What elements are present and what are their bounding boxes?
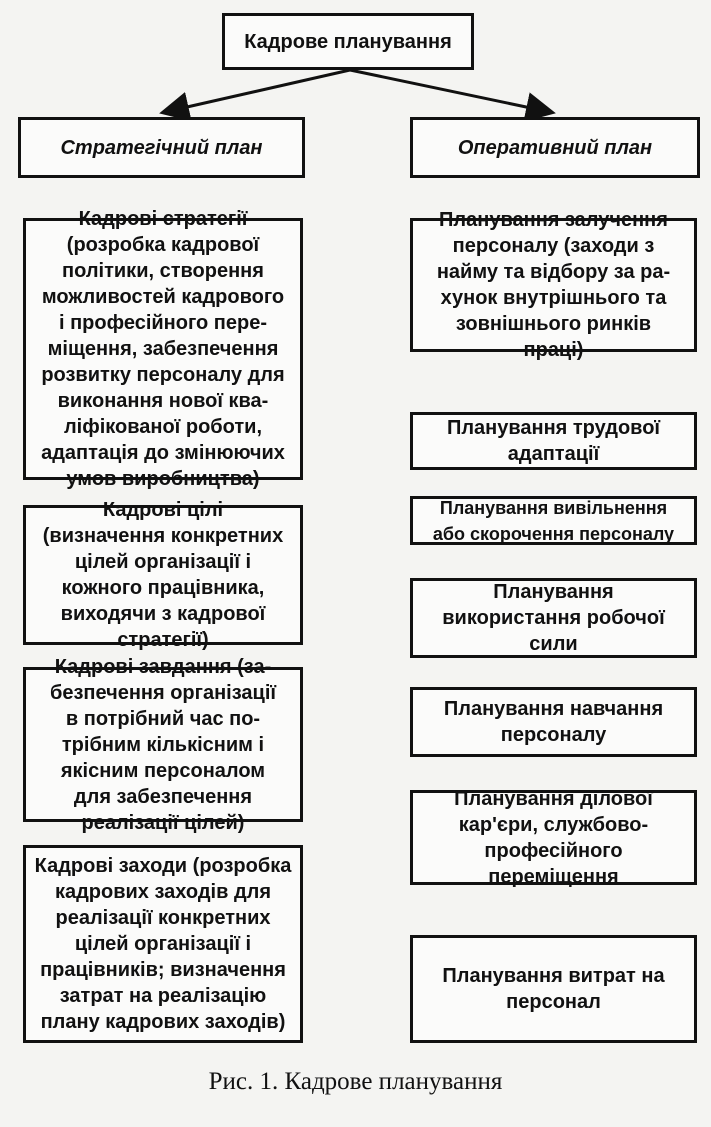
cost-planning-box: Планування витрат на персонал (410, 935, 697, 1043)
root-box: Кадрове планування (222, 13, 474, 70)
workforce-usage-box: Планування використання робочої сили (410, 578, 697, 658)
figure-caption: Рис. 1. Кадрове планування (208, 1068, 503, 1095)
arrow-to-operative (350, 70, 550, 112)
hr-goals-box: Кадрові цілі (визначення конкретних цілей організації і кожного працівника, виходячи з кадрової стратегії) (23, 505, 303, 645)
arrow-to-strategic (165, 70, 350, 112)
release-planning-box: Планування вивільнення або скорочення персоналу (410, 496, 697, 545)
recruitment-planning-box: Планування залучення персоналу (заходи з найму та відбору за ра- хунок внутрішнього та зовнішнього ринків праці) (410, 218, 697, 352)
strategic-plan-box: Стратегічний план (18, 117, 305, 178)
career-planning-box: Планування ділової кар'єри, службово- професійного переміщення (410, 790, 697, 885)
hr-strategies-box: Кадрові стратегії (розробка кадрової політики, створення можливостей кадрового і професійного пере- міщення, забезпечення розвитку персоналу для виконання нової ква- ліфікованої роботи, адаптація до змінюючих умов виробництва) (23, 218, 303, 480)
operative-plan-box: Оперативний план (410, 117, 700, 178)
hr-tasks-box: Кадрові завдання (за- безпечення організації в потрібний час по- трібним кількісним і якісним персоналом для забезпечення реалізації цілей) (23, 667, 303, 822)
hr-measures-box: Кадрові заходи (розробка кадрових заходів для реалізації конкретних цілей організації і працівників; визначення затрат на реалізацію плану кадрових заходів) (23, 845, 303, 1043)
training-planning-box: Планування навчання персоналу (410, 687, 697, 757)
adaptation-planning-box: Планування трудової адаптації (410, 412, 697, 470)
